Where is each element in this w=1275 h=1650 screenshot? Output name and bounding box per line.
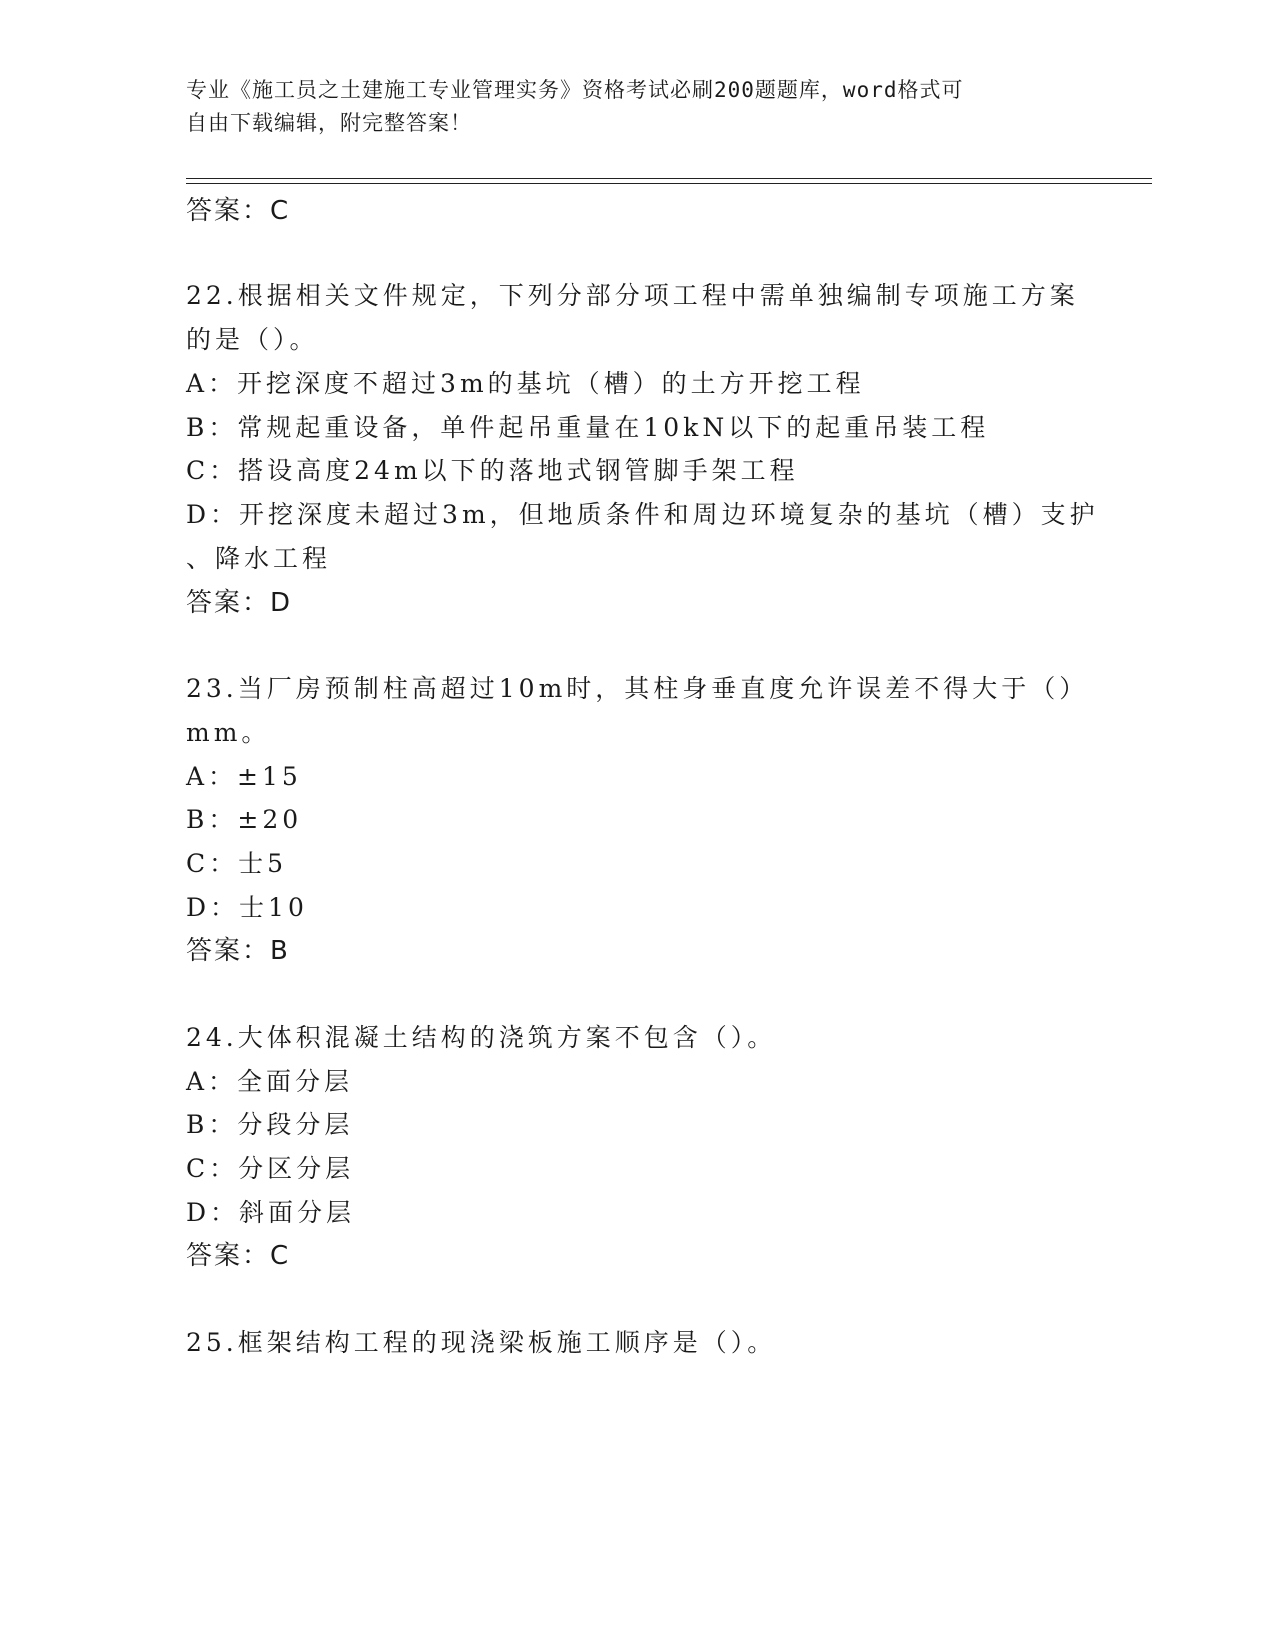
header-divider-top <box>186 178 1152 179</box>
question-24-stem-line-1: 24.大体积混凝土结构的浇筑方案不包含（）。 <box>186 1023 777 1052</box>
question-23-answer: 答案：B <box>186 936 290 966</box>
document-header <box>186 74 1066 140</box>
question-22-option-a: A：开挖深度不超过3m的基坑（槽）的土方开挖工程 <box>186 369 865 398</box>
question-23-option-b: B：±20 <box>186 805 303 834</box>
question-24-option-d: D：斜面分层 <box>186 1198 356 1227</box>
question-23-stem-line-1: 23.当厂房预制柱高超过10m时，其柱身垂直度允许误差不得大于（） <box>186 674 1089 703</box>
question-24-option-b: B：分段分层 <box>186 1110 354 1139</box>
question-24-option-a: A：全面分层 <box>186 1067 354 1096</box>
header-title-line-1: 专业《施工员之土建施工专业管理实务》资格考试必刷200题题库，word格式可 <box>186 78 964 102</box>
question-25-stem-line-1: 25.框架结构工程的现浇梁板施工顺序是（）。 <box>186 1328 777 1357</box>
question-23-option-a: A：±15 <box>186 762 302 791</box>
question-22-stem-line-1: 22.根据相关文件规定，下列分部分项工程中需单独编制专项施工方案 <box>186 281 1079 310</box>
question-22-option-b: B：常规起重设备，单件起吊重量在10kN以下的起重吊装工程 <box>186 413 990 442</box>
header-title-line-2: 自由下载编辑，附完整答案！ <box>186 111 472 135</box>
previous-answer: 答案：C <box>186 196 291 226</box>
question-22-stem-line-2: 的是（）。 <box>186 325 319 354</box>
question-24-answer: 答案：C <box>186 1241 291 1271</box>
question-24-option-c: C：分区分层 <box>186 1154 355 1183</box>
question-22-option-d: D：开挖深度未超过3m，但地质条件和周边环境复杂的基坑（槽）支护 <box>186 500 1099 529</box>
question-23-stem-line-2: mm。 <box>186 718 271 747</box>
question-22-option-c: C：搭设高度24m以下的落地式钢管脚手架工程 <box>186 456 799 485</box>
header-divider-bottom <box>186 183 1152 184</box>
question-22-answer: 答案：D <box>186 588 293 618</box>
question-23-option-d: D：士10 <box>186 893 308 922</box>
question-22-option-d-cont: 、降水工程 <box>186 544 332 573</box>
question-23-option-c: C：士5 <box>186 849 288 878</box>
